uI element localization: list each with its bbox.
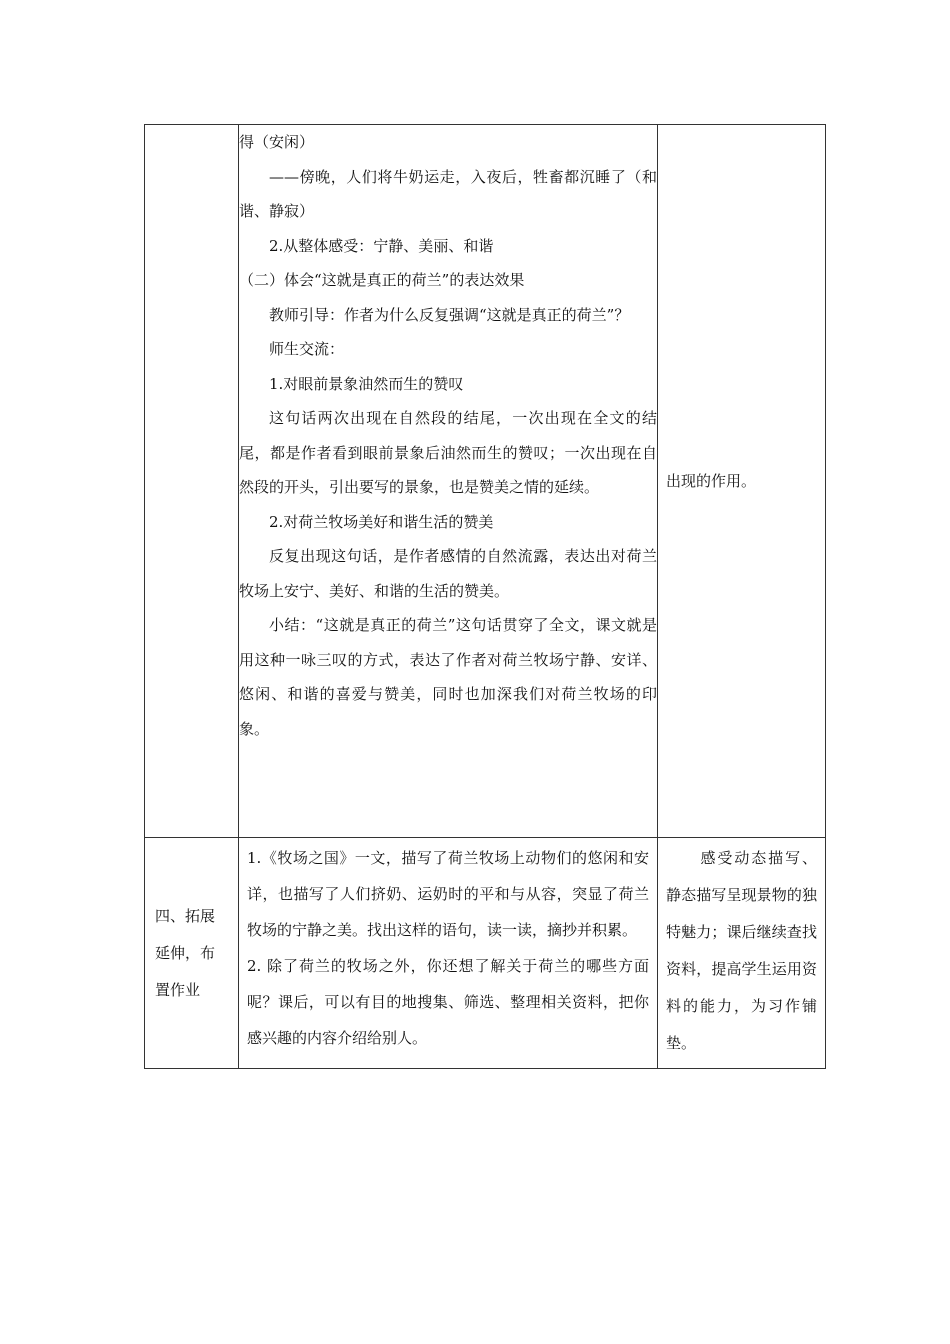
content-paragraph: 2.对荷兰牧场美好和谐生活的赞美 xyxy=(269,512,494,531)
content-paragraph: 这句话两次出现在自然段的结尾，一次出现在全文的结尾，都是作者看到眼前景象后油然而生的赞叹；一次出现在自然段的开头，引出要写的景象，也是赞美之情的延续。 xyxy=(239,409,657,496)
content-paragraph: 1.对眼前景象油然而生的赞叹 xyxy=(269,374,464,393)
summary-paragraph: 小结：“这就是真正的荷兰”这句话贯穿了全文，课文就是用这种一咏三叹的方式，表达了作者对荷兰牧场宁静、安详、悠闲、和谐的喜爱与赞美，同时也加深我们对荷兰牧场的印象。 xyxy=(239,616,657,738)
content-paragraph: 1.《牧场之国》一文，描写了荷兰牧场上动物们的悠闲和安详，也描写了人们挤奶、运奶时的平和与从容，突显了荷兰牧场的宁静之美。找出这样的语句，读一读，摘抄并积累。 xyxy=(247,849,649,939)
content-paragraph: 2.从整体感受：宁静、美丽、和谐 xyxy=(269,236,494,255)
content-paragraph: 师生交流： xyxy=(269,340,345,358)
content-paragraph: 反复出现这句话，是作者感情的自然流露，表达出对荷兰牧场上安宁、美好、和谐的生活的赞美。 xyxy=(239,547,657,600)
stage-cell: 四、拓展延伸，布置作业 xyxy=(145,838,239,1069)
content-paragraph: 得（安闲） xyxy=(239,133,315,151)
lesson-plan-table xyxy=(144,124,826,1069)
content-paragraph: ——傍晚，人们将牛奶运走，入夜后，牲畜都沉睡了（和谐、静寂） xyxy=(239,167,657,220)
content-cell xyxy=(239,125,658,838)
intent-cell xyxy=(658,838,826,1069)
content-cell xyxy=(239,838,658,1069)
table-row xyxy=(145,125,826,838)
content-paragraph: 2. 除了荷兰的牧场之外，你还想了解关于荷兰的哪些方面呢？课后，可以有目的地搜集、筛选、整理相关资料，把你感兴趣的内容介绍给别人。 xyxy=(247,957,649,1047)
content-paragraph: 教师引导：作者为什么反复强调“这就是真正的荷兰”？ xyxy=(269,305,630,324)
intent-paragraph: 感受动态描写、静态描写呈现景物的独特魅力；课后继续查找资料，提高学生运用资料的能力，为习作铺垫。 xyxy=(666,849,817,1052)
stage-cell xyxy=(145,125,239,838)
table-row xyxy=(145,838,826,1069)
intent-cell: 出现的作用。 xyxy=(658,125,826,838)
section-heading: （二）体会“这就是真正的荷兰”的表达效果 xyxy=(239,271,525,289)
